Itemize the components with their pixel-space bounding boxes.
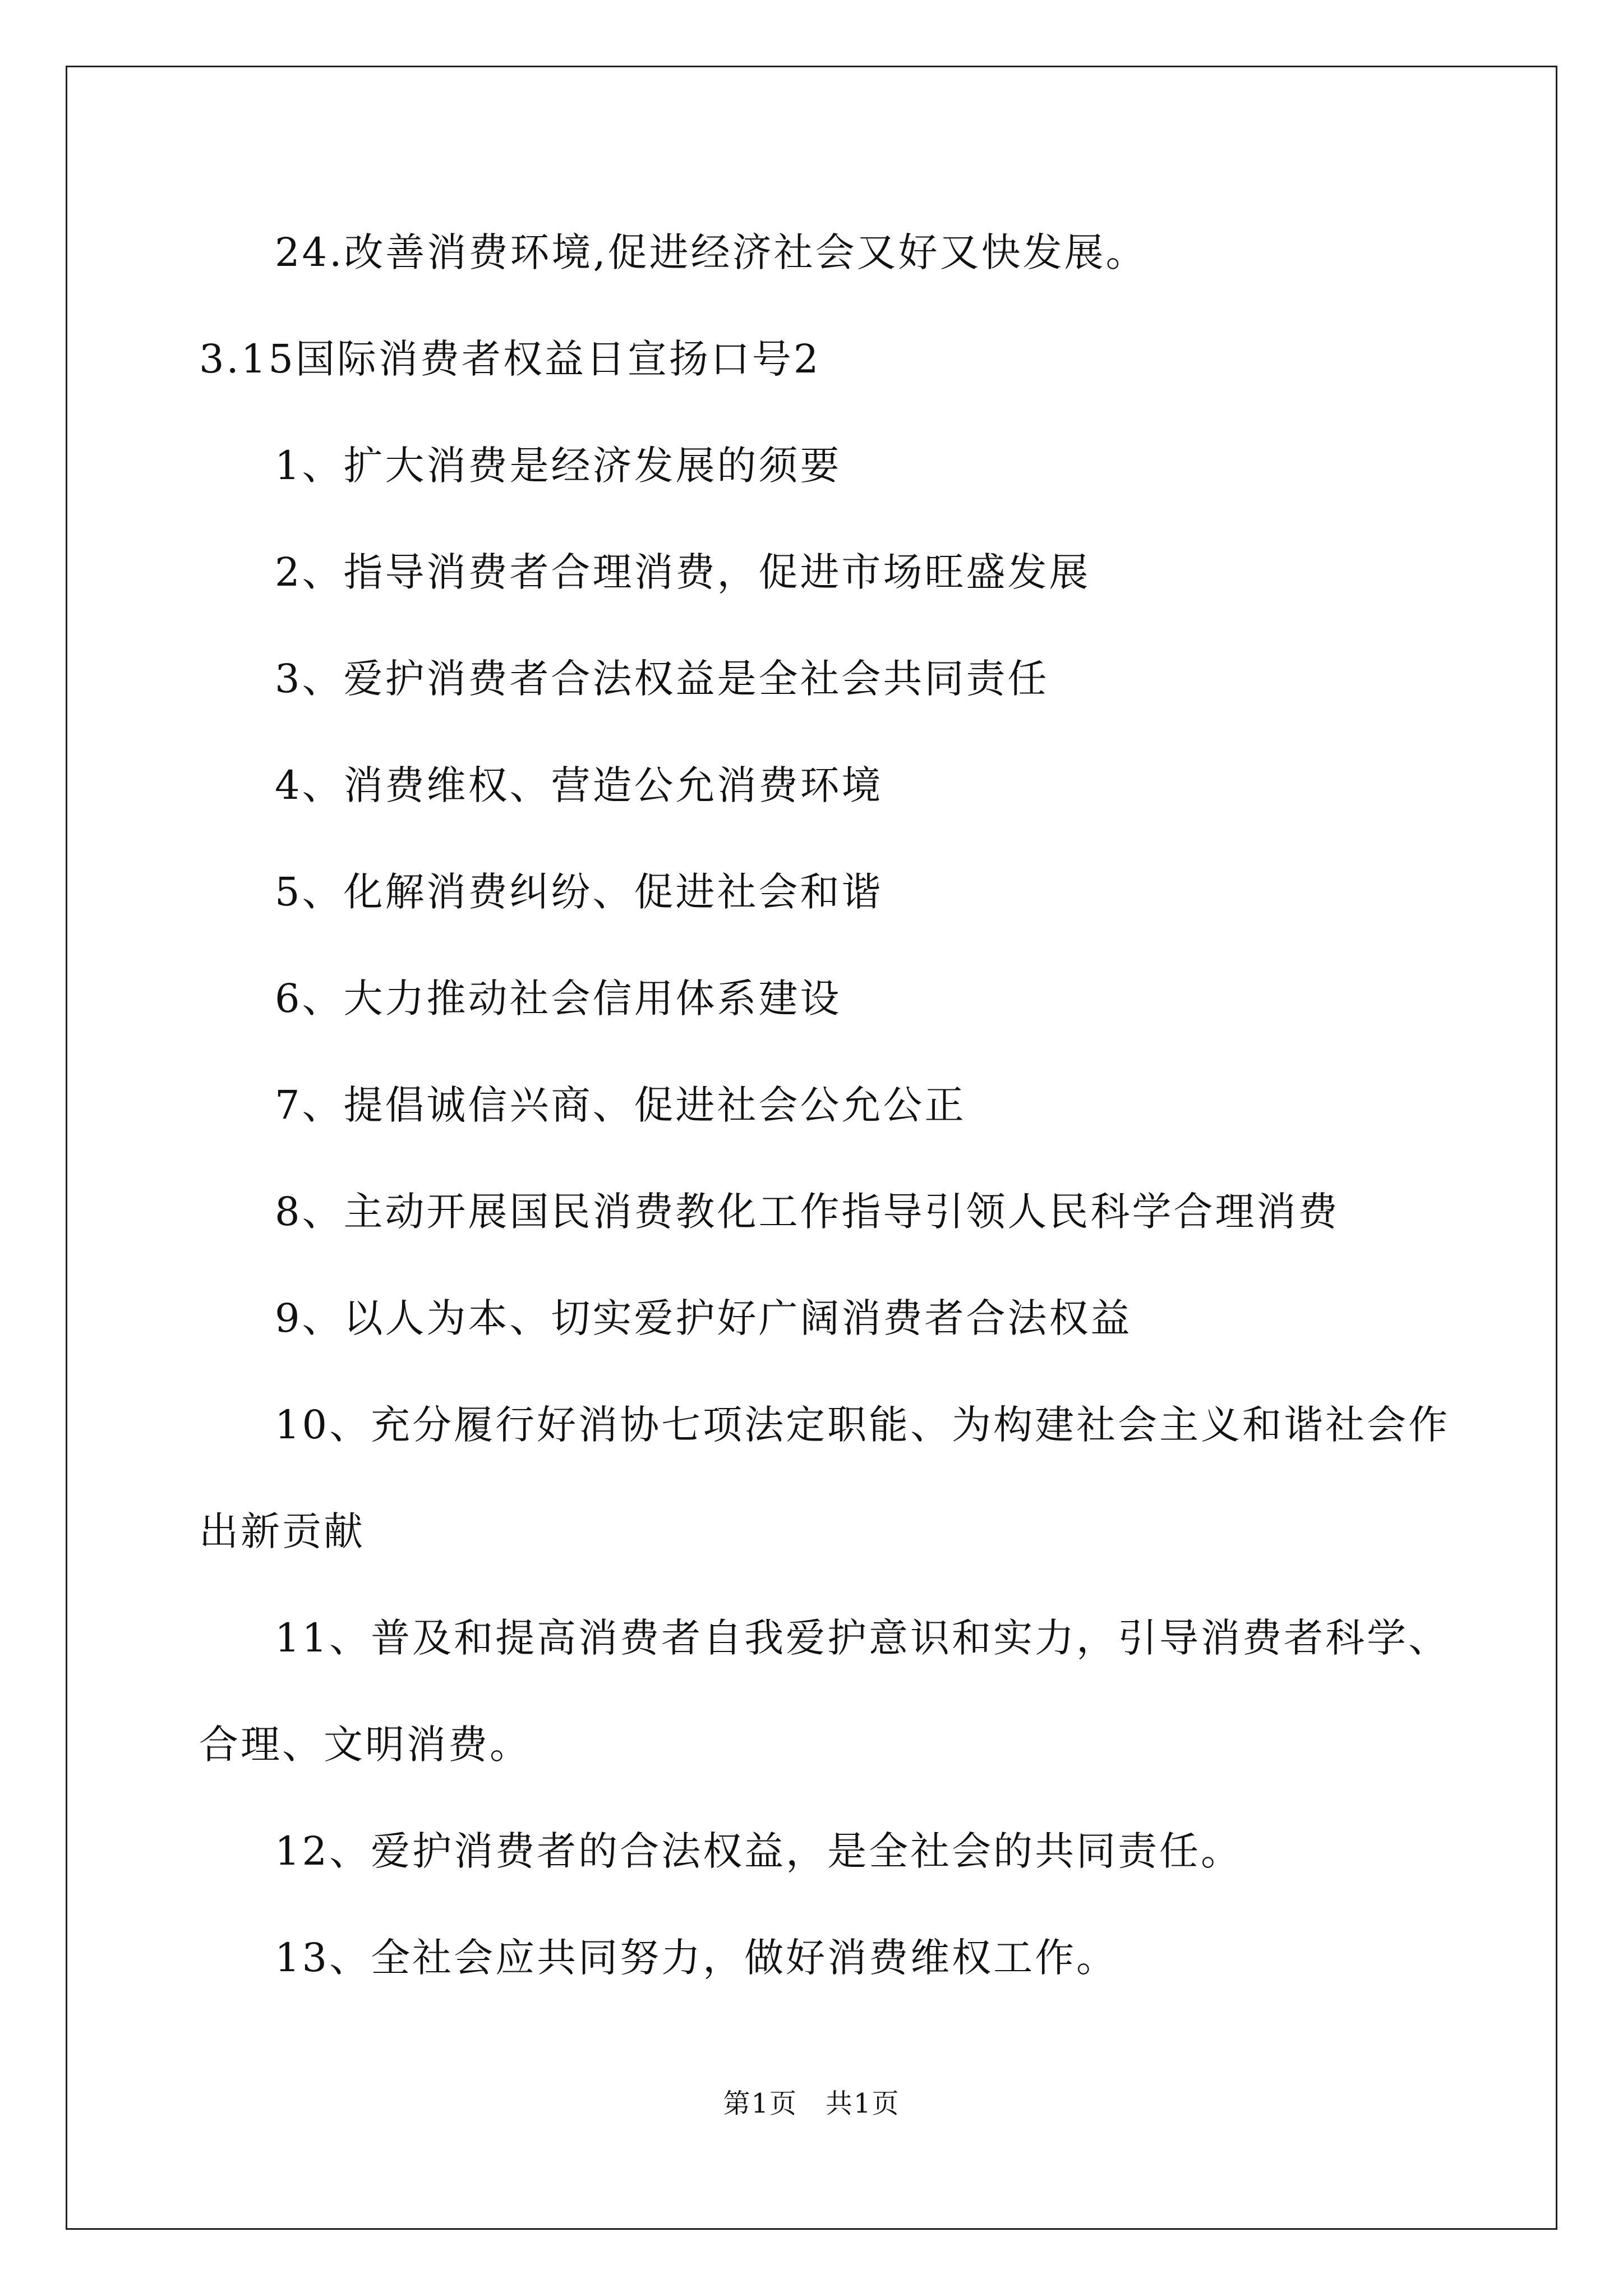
slogan-6: 6、大力推动社会信用体系建设 <box>275 976 842 1022</box>
slogan-8: 8、主动开展国民消费教化工作指导引领人民科学合理消费 <box>275 1189 1340 1235</box>
page-border <box>66 66 1557 2230</box>
slogan-1: 1、扩大消费是经济发展的须要 <box>275 443 842 489</box>
slogan-13: 13、全社会应共同努力，做好消费维权工作。 <box>275 1935 1118 1981</box>
text-line-24: 24.改善消费环境,促进经济社会又好又快发展。 <box>275 229 1147 275</box>
slogan-9: 9、以人为本、切实爱护好广阔消费者合法权益 <box>275 1295 1132 1341</box>
slogan-3: 3、爱护消费者合法权益是全社会共同责任 <box>275 656 1049 702</box>
slogan-11: 11、普及和提高消费者自我爱护意识和实力，引导消费者科学、 <box>275 1615 1450 1661</box>
slogan-12: 12、爱护消费者的合法权益，是全社会的共同责任。 <box>275 1828 1243 1874</box>
page-number-footer: 第1页 共1页 <box>723 2088 900 2119</box>
slogan-11-continued: 合理、文明消费。 <box>199 1722 531 1768</box>
slogan-5: 5、化解消费纠纷、促进社会和谐 <box>275 869 883 915</box>
slogan-10: 10、充分履行好消协七项法定职能、为构建社会主义和谐社会作 <box>275 1402 1450 1448</box>
slogan-7: 7、提倡诚信兴商、促进社会公允公正 <box>275 1082 966 1128</box>
slogan-2: 2、指导消费者合理消费，促进市场旺盛发展 <box>275 549 1091 595</box>
slogan-4: 4、消费维权、营造公允消费环境 <box>275 762 883 808</box>
slogan-10-continued: 出新贡献 <box>199 1508 365 1554</box>
section-heading: 3.15国际消费者权益日宣扬口号2 <box>199 336 821 382</box>
